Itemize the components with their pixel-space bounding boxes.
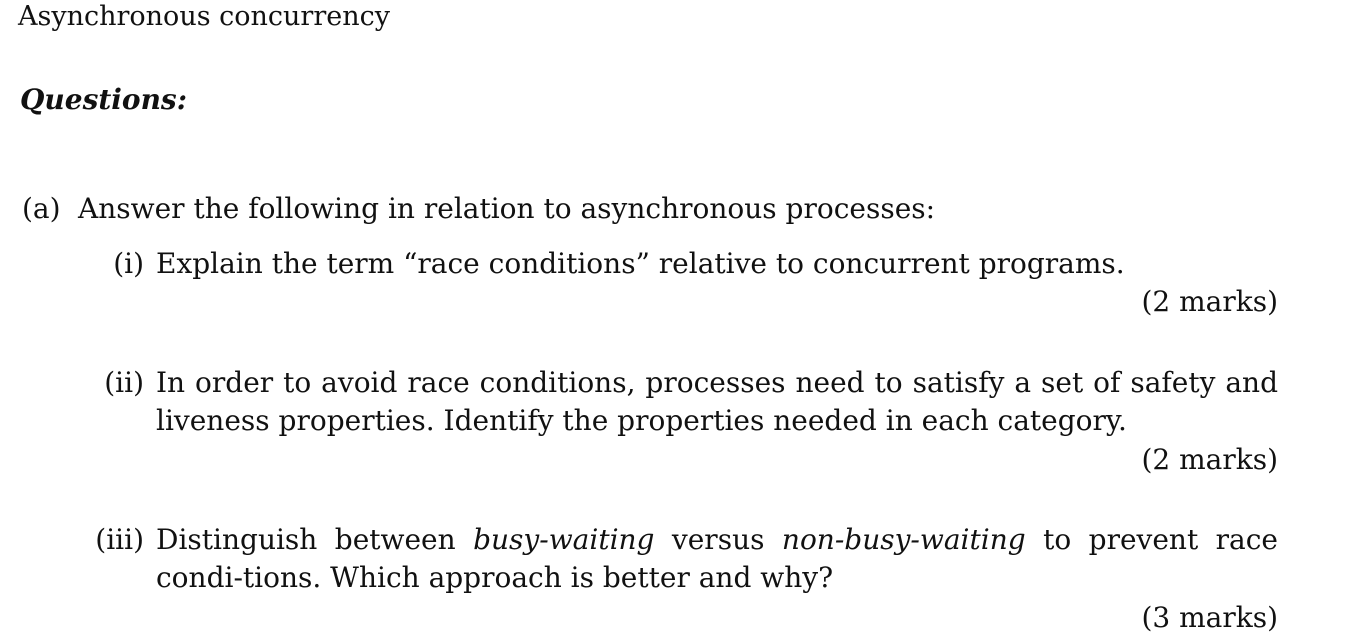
emphasis-busy-waiting: busy-waiting [473, 523, 655, 556]
subquestion-text [156, 521, 1278, 597]
subquestion-number: (i) [113, 247, 144, 280]
question-part-a [22, 190, 935, 228]
document-title: Asynchronous concurrency [18, 1, 390, 32]
marks-label: (2 marks) [1141, 285, 1278, 318]
emphasis-non-busy-waiting: non-busy-waiting [781, 523, 1026, 556]
part-a-label: (a) [22, 192, 61, 225]
marks-label: (2 marks) [1141, 443, 1278, 476]
part-a-intro: Answer the following in relation to asynchronous processes: [78, 192, 936, 225]
text-segment: to prevent race condi-tions. Which approach is better and why? [156, 523, 1278, 594]
marks-label: (3 marks) [1141, 601, 1278, 634]
subquestion-number: (ii) [104, 366, 144, 399]
questions-heading: Questions: [20, 83, 188, 116]
text-segment: versus [654, 523, 782, 556]
text-segment: Distinguish between [156, 523, 474, 556]
subquestion-text: In order to avoid race conditions, processes need to satisfy a set of safety and liveness properties. Identify the properties needed in each category. [156, 366, 1278, 437]
subquestion-number: (iii) [95, 523, 144, 556]
subquestion-text: Explain the term “race conditions” relative to concurrent programs. [156, 247, 1125, 280]
